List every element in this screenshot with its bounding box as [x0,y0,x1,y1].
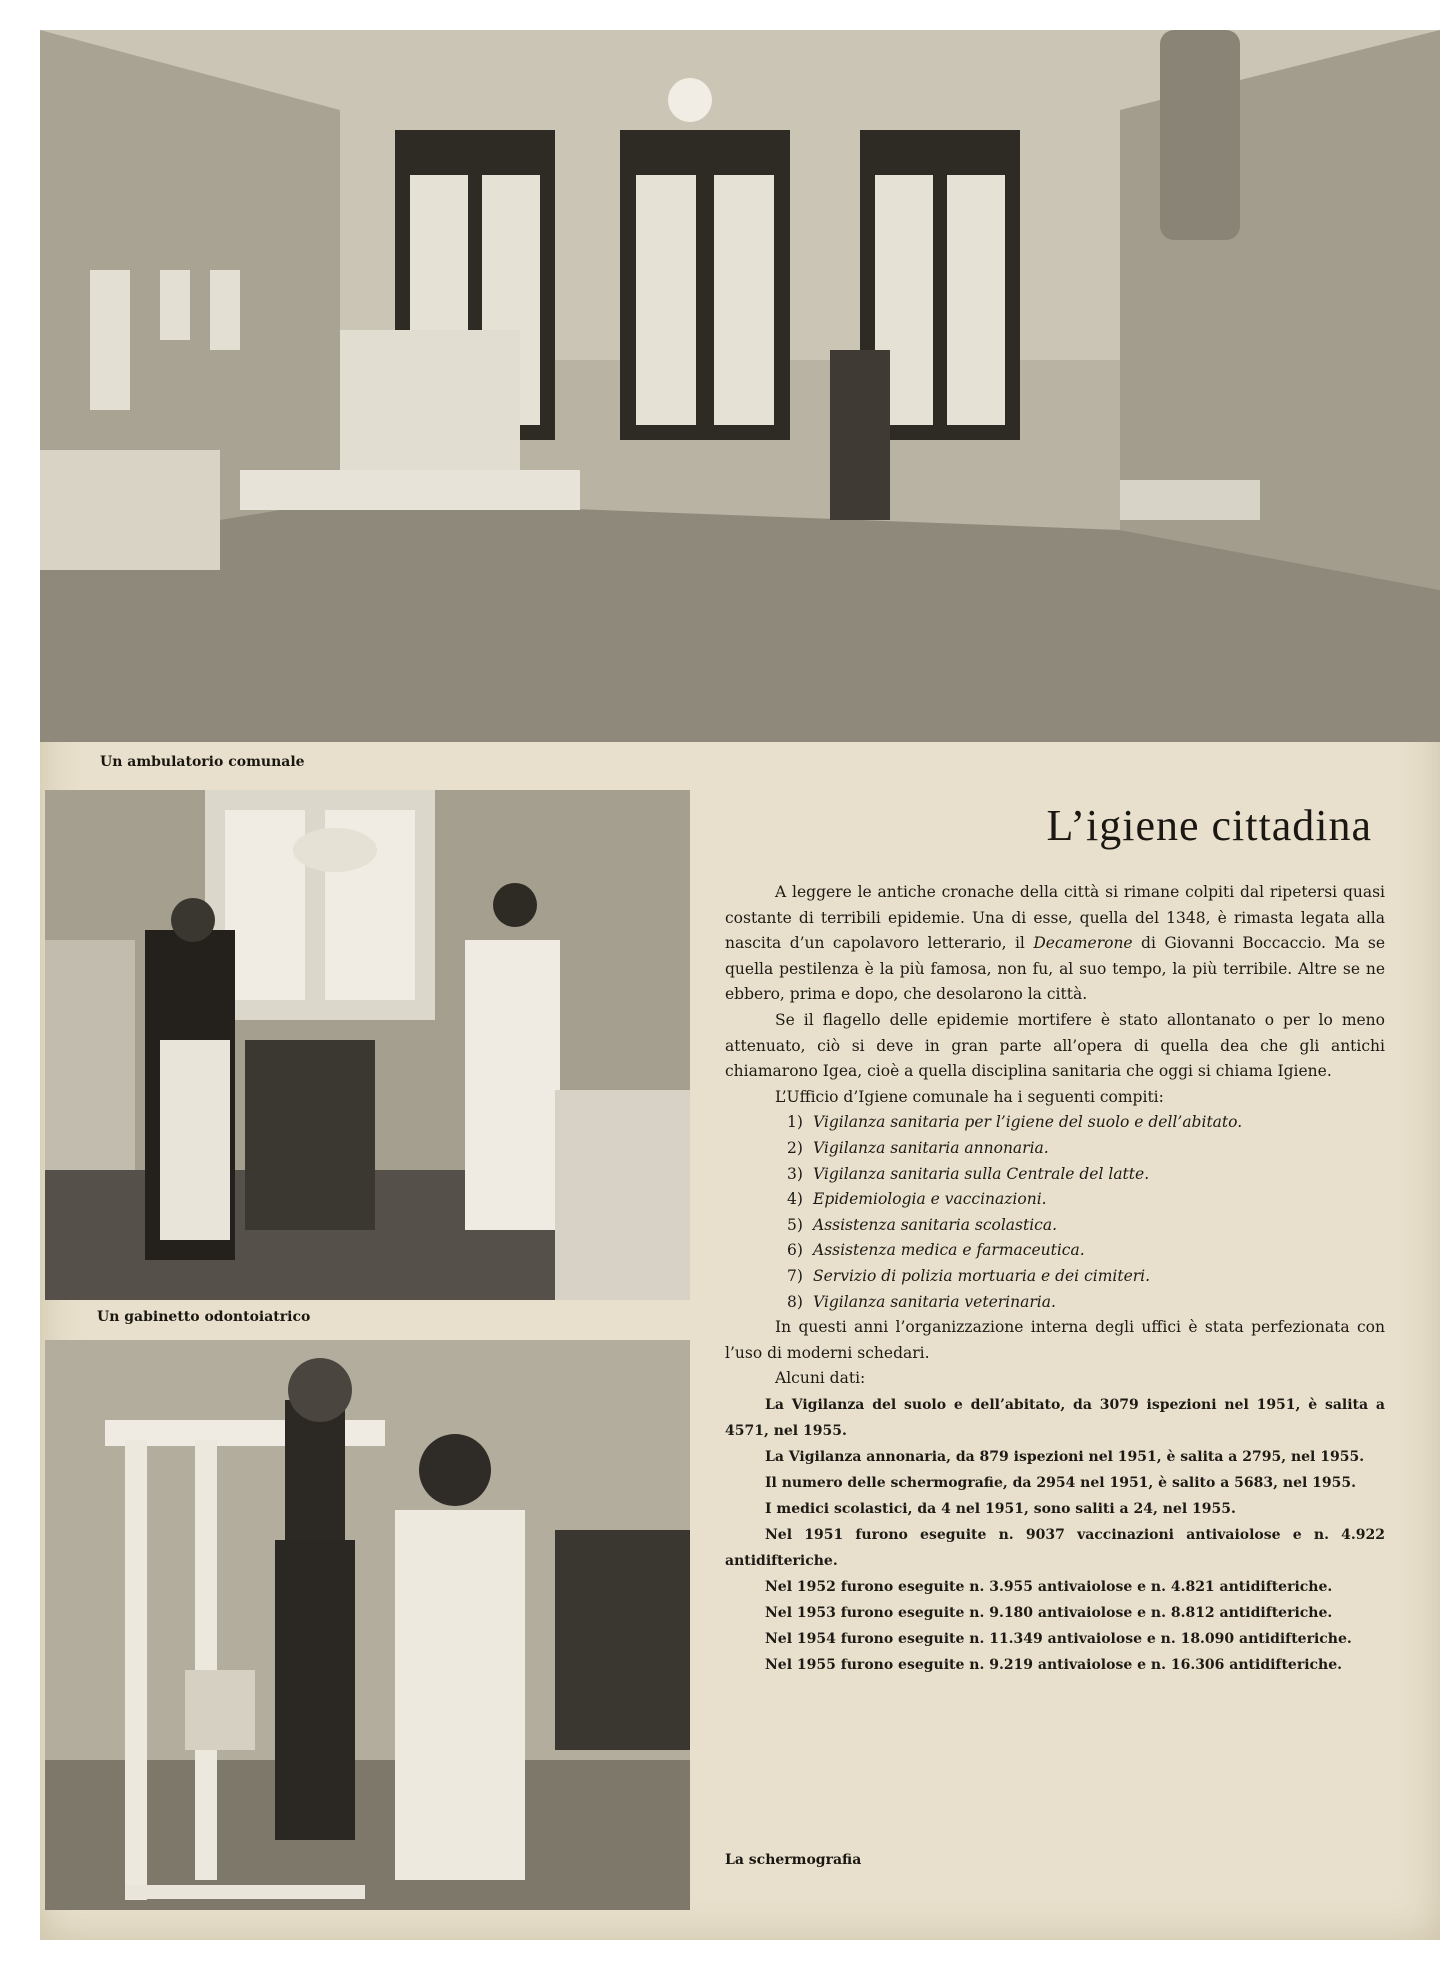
paragraph-intro-part-b: di Giovanni Boccaccio. Ma se quella pestilenza è la più famosa, non fu, al suo tempo, la più terribile. Altre se ne ebbero, prima e dopo, che desolarono la città. [725,934,1385,1004]
caption-schermografia: La schermografia [725,1852,862,1868]
list-item: 2) Vigilanza sanitaria annonaria. [787,1138,1049,1157]
list-item: 6) Assistenza medica e farmaceutica. [787,1241,1085,1260]
paragraph-epidemics: Se il flagello delle epidemie mortifere è stato allontanato o per lo meno attenuato, ciò si deve in gran parte all’opera di quella dea che gli antichi chiamarono Igea, cioè a quella disciplina sanitaria che oggi si chiama Igiene. [725,1010,1385,1081]
paragraph-intro-part-a: A leggere le antiche cronache della città si rimane colpiti dal ripetersi quasi costante di terribili epidemie. Una di esse, quella del 1348, è rimasta legata alla nascita d’un capolavoro letterario, il [725,883,1385,953]
magazine-page [40,30,1440,1940]
caption-ambulatorio: Un ambulatorio comunale [100,754,305,770]
article-body [725,880,1385,1678]
paragraph-organization: In questi anni l’organizzazione interna degli uffici è stata perfezionata con l’uso di moderni schedari. [725,1318,1385,1362]
data-item: Il numero delle schermografie, da 2954 nel 1951, è salito a 5683, nel 1955. [765,1474,1357,1491]
list-item: 5) Assistenza sanitaria scolastica. [787,1215,1058,1234]
tasks-list [725,1110,1385,1315]
paragraph-tasks-intro: L’Ufficio d’Igiene comunale ha i seguenti compiti: [775,1087,1164,1106]
paragraph-data-intro: Alcuni dati: [775,1369,866,1388]
list-item: 4) Epidemiologia e vaccinazioni. [787,1190,1047,1209]
data-item: La Vigilanza del suolo e dell’abitato, da 3079 ispezioni nel 1951, è salita a 4571, nel 1955. [725,1396,1385,1439]
data-item: Nel 1954 furono eseguite n. 11.349 antivaiolose e n. 18.090 antidifteriche. [765,1630,1352,1647]
data-item: Nel 1955 furono eseguite n. 9.219 antivaiolose e n. 16.306 antidifteriche. [765,1656,1343,1673]
data-item: Nel 1951 furono eseguite n. 9037 vaccinazioni antivaiolose e n. 4.922 antidifteriche. [725,1526,1385,1569]
photo-gabinetto-odontoiatrico [45,790,690,1300]
data-item: I medici scolastici, da 4 nel 1951, sono saliti a 24, nel 1955. [765,1500,1236,1517]
caption-gabinetto: Un gabinetto odontoiatrico [97,1309,311,1325]
list-item: 7) Servizio di polizia mortuaria e dei cimiteri. [787,1266,1151,1285]
list-item: 8) Vigilanza sanitaria veterinaria. [787,1292,1056,1311]
data-list [725,1392,1385,1678]
paragraph-intro [725,880,1385,1008]
data-item: Nel 1952 furono eseguite n. 3.955 antivaiolose e n. 4.821 antidifteriche. [765,1578,1333,1595]
list-item: 1) Vigilanza sanitaria per l’igiene del suolo e dell’abitato. [787,1113,1243,1132]
article-title: L’igiene cittadina [1046,801,1372,850]
photo-ambulatorio [40,30,1440,742]
decamerone-title: Decamerone [1033,934,1133,953]
list-item: 3) Vigilanza sanitaria sulla Centrale del latte. [787,1164,1150,1183]
data-item: La Vigilanza annonaria, da 879 ispezioni nel 1951, è salita a 2795, nel 1955. [765,1448,1365,1465]
photo-schermografia [45,1340,690,1910]
data-item: Nel 1953 furono eseguite n. 9.180 antivaiolose e n. 8.812 antidifteriche. [765,1604,1333,1621]
